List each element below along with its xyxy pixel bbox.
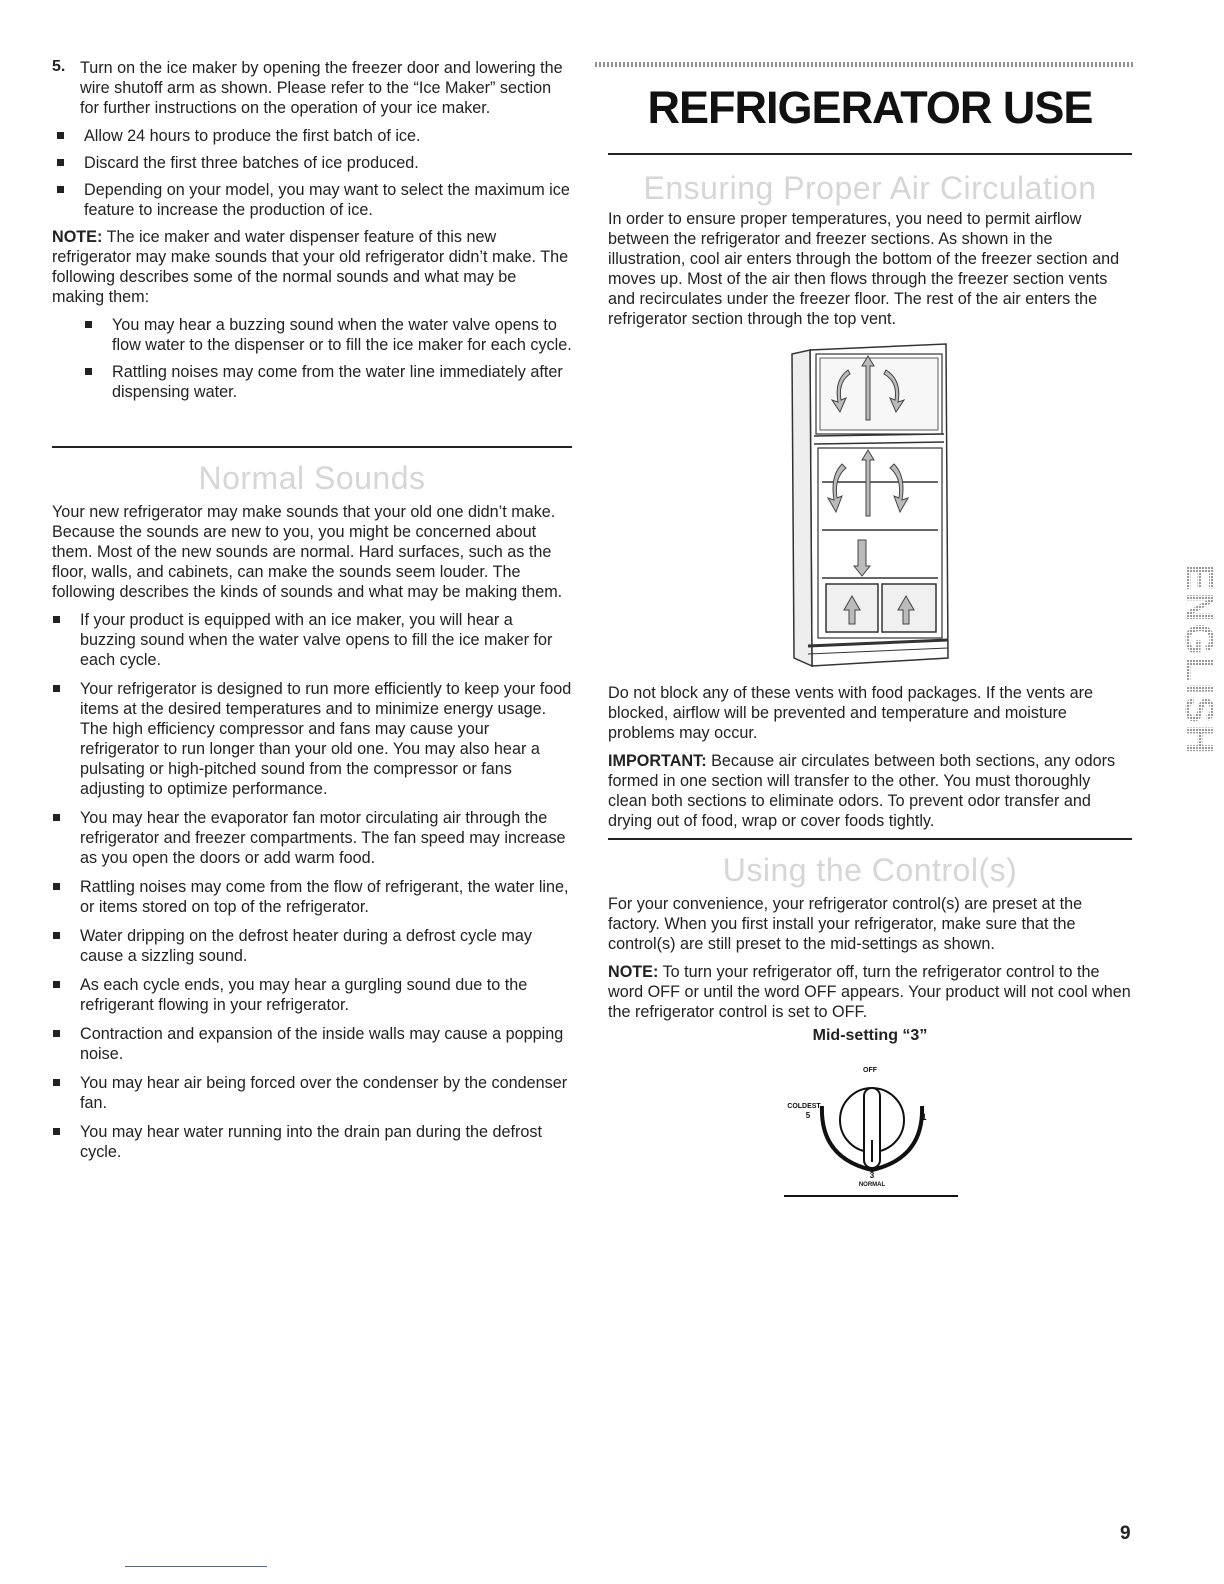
important-paragraph <box>608 751 1132 831</box>
controls-note-text: To turn your refrigerator off, turn the refrigerator control to the word OFF or until the word OFF appears. Your product will not cool when the refrigerator control is set to OFF. <box>608 963 1131 1021</box>
dial-1-label: 1 <box>921 1112 927 1122</box>
section-title-air-circulation: Ensuring Proper Air Circulation <box>643 170 1097 206</box>
header-decorative-bar <box>595 62 1135 67</box>
dial-caption: Mid-setting “3” <box>812 1027 928 1044</box>
list-item: As each cycle ends, you may hear a gurgling sound due to the refrigerant flowing in your refrigerator. <box>48 975 572 1015</box>
list-item: Discard the first three batches of ice produced. <box>52 153 572 173</box>
normal-sounds-body <box>52 502 572 1171</box>
note-label: NOTE: <box>52 228 103 246</box>
controls-note <box>608 962 1132 1022</box>
note-bullet-list <box>52 315 572 402</box>
list-item: You may hear a buzzing sound when the water valve opens to flow water to the dispenser or to fill the ice maker for each cycle. <box>52 315 572 355</box>
list-item: Water dripping on the defrost heater during a defrost cycle may cause a sizzling sound. <box>48 926 572 966</box>
language-side-tab <box>1152 560 1221 820</box>
page-title: REFRIGERATOR USE <box>647 82 1093 133</box>
important-text: Because air circulates between both sections, any odors formed in one section will transfer to the other. You must thoroughly clean both sections to eliminate odors. To prevent odor transfer and drying out of food, wrap or cover foods tightly. <box>608 752 1116 830</box>
dial-coldest-label: COLDEST <box>787 1103 821 1110</box>
step-5 <box>52 58 572 409</box>
list-item: Depending on your model, you may want to select the maximum ice feature to increase the production of ice. <box>52 180 572 220</box>
section-title-normal-sounds: Normal Sounds <box>198 460 426 496</box>
title-divider <box>608 153 1132 155</box>
note-text: The ice maker and water dispenser feature of this new refrigerator may make sounds that your old refrigerator didn’t make. The following describes some of the normal sounds and what may be making them: <box>52 228 569 306</box>
dial-5-label: 5 <box>805 1111 811 1120</box>
normal-sounds-intro: Your new refrigerator may make sounds that your old one didn’t make. Because the sounds are new to you, you might be concerned about them. Most of the new sounds are normal. Hard surfaces, such as the floor, walls, and cabinets, can make the sounds seem louder. The following describes the kinds of sounds and what may be making them. <box>52 503 563 601</box>
important-label: IMPORTANT: <box>608 752 707 770</box>
list-item: You may hear air being forced over the condenser by the condenser fan. <box>48 1073 572 1113</box>
page-number: 9 <box>1120 1523 1131 1544</box>
step-bullet-list <box>52 126 572 220</box>
air-intro-block <box>608 209 1132 329</box>
footer-line <box>125 1566 267 1567</box>
list-item: Allow 24 hours to produce the first batch of ice. <box>52 126 572 146</box>
normal-sounds-list <box>48 610 572 1162</box>
list-item: Rattling noises may come from the flow of refrigerant, the water line, or items stored on top of the refrigerator. <box>48 877 572 917</box>
list-item: You may hear water running into the drain pan during the defrost cycle. <box>48 1122 572 1162</box>
step-number: 5. <box>52 58 66 75</box>
air-after-block <box>608 683 1132 831</box>
air-after: Do not block any of these vents with food packages. If the vents are blocked, airflow will be prevented and temperature and moisture problems may occur. <box>608 684 1094 742</box>
controls-body <box>608 894 1132 1046</box>
step-text: Turn on the ice maker by opening the freezer door and lowering the wire shutoff arm as shown. Please refer to the “Ice Maker” section for further instructions on the operation of your ice maker. <box>80 59 563 117</box>
dial-off-label: OFF <box>863 1067 877 1074</box>
side-tab-text: ENGLISH <box>1177 564 1221 756</box>
controls-intro: For your convenience, your refrigerator control(s) are preset at the factory. When you first install your refrigerator, make sure that the control(s) are still preset to the mid-settings as shown. <box>608 895 1083 953</box>
section-title-controls: Using the Control(s) <box>722 852 1018 888</box>
list-item: Contraction and expansion of the inside walls may cause a popping noise. <box>48 1024 572 1064</box>
note-paragraph <box>52 227 572 307</box>
air-intro: In order to ensure proper temperatures, you need to permit airflow between the refrigerator and freezer sections. As shown in the illustration, cool air enters through the bottom of the freezer section and moves up. Most of the air then flows through the freezer section vents and recirculates under the freezer floor. The rest of the air enters the refrigerator section through the top vent. <box>608 210 1120 328</box>
airflow-illustration <box>778 340 954 668</box>
dial-3-label: 3 <box>869 1171 875 1180</box>
controls-note-label: NOTE: <box>608 963 659 981</box>
control-dial-illustration <box>784 1058 960 1198</box>
list-item: You may hear the evaporator fan motor circulating air through the refrigerator and freezer compartments. The fan speed may increase as you open the doors or add warm food. <box>48 808 572 868</box>
list-item: If your product is equipped with an ice maker, you will hear a buzzing sound when the water valve opens to fill the ice maker for each cycle. <box>48 610 572 670</box>
list-item: Rattling noises may come from the water line immediately after dispensing water. <box>52 362 572 402</box>
dial-normal-label: NORMAL <box>858 1182 886 1188</box>
list-item: Your refrigerator is designed to run more efficiently to keep your food items at the desired temperatures and to minimize energy usage. The high efficiency compressor and fans may cause your refrigerator to run longer than your old one. You may also hear a pulsating or high-pitched sound from the compressor or fans adjusting to optimize performance. <box>48 679 572 799</box>
section-divider <box>608 838 1132 840</box>
section-divider <box>52 446 572 448</box>
